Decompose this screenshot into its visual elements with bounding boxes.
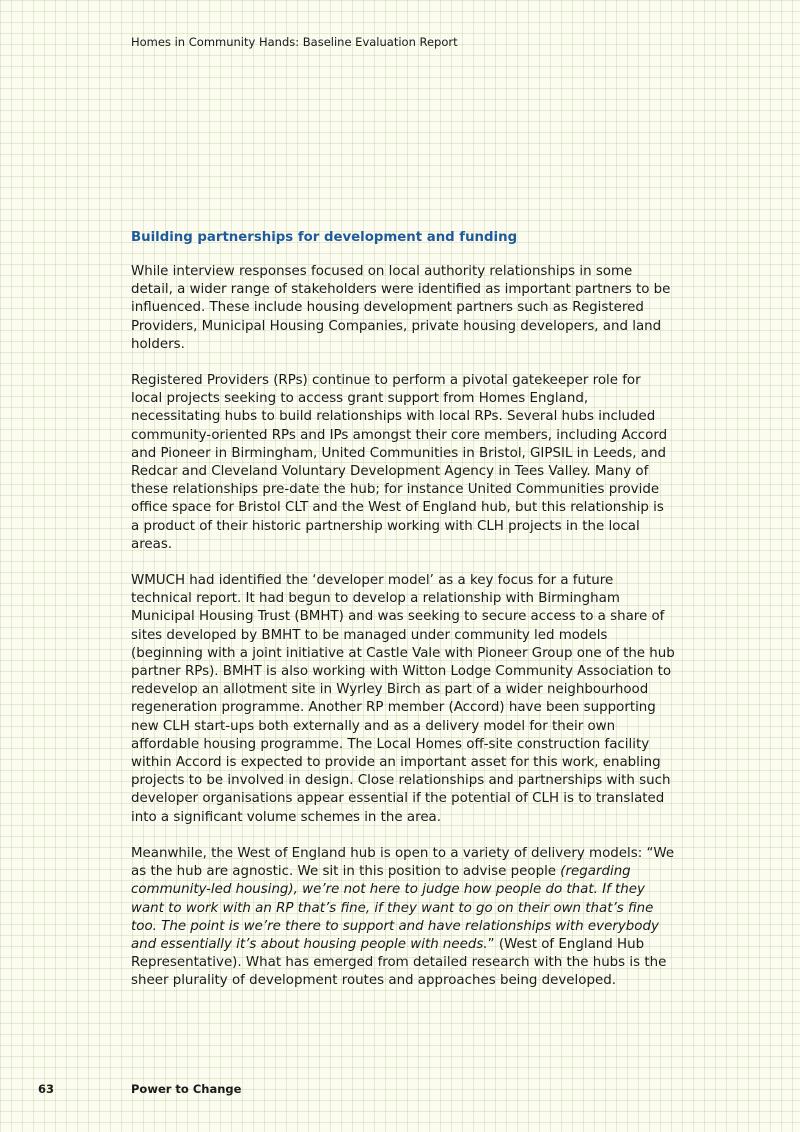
paragraph-2: Registered Providers (RPs) continue to perform a pivotal gatekeeper role for local projects seeking to access grant support from Homes England, necessitating hubs to build relationships with local RPs. Several hubs included community-oriented RPs and IPs amongst their core members, including Accord and Pioneer in Birmingham, United Communities in Bristol, GIPSIL in Leeds, and Redcar and Cleveland Voluntary Development Agency in Tees Valley. Many of these relationships pre-date the hub; for instance United Communities provide office space for Bristol CLT and the West of England hub, but this relationship is a product of their historic partnership working with CLH projects in the local areas. (131, 373, 668, 552)
page-number: 63 (38, 1082, 55, 1096)
paragraph-1: While interview responses focused on local authority relationships in some detail, a wider range of stakeholders were identified as important partners to be influenced. These include housing development partners such as Registered Providers, Municipal Housing Companies, private housing developers, and land holders. (131, 264, 671, 352)
paragraph-3: WMUCH had identified the ‘developer model’ as a key focus for a future technical report. It had begun to develop a relationship with Birmingham Municipal Housing Trust (BMHT) and was seeking to secure access to a share of sites developed by BMHT to be managed under community led models (beginning with a joint initiative at Castle Vale with Pioneer Group one of the hub partner RPs). BMHT is also working with Witton Lodge Community Association to redevelop an allotment site in Wyrley Birch as part of a wider neighbourhood regeneration programme. Another RP member (Accord) have been supporting new CLH start-ups both externally and as a delivery model for their own affordable housing programme. The Local Homes off-site construction facility within Accord is expected to provide an important asset for this work, enabling projects to be involved in design. Close relationships and partnerships with such developer organisations appear essential if the potential of CLH is to translated into a significant volume schemes in the area. (131, 573, 675, 825)
main-content (131, 229, 676, 1009)
running-header: Homes in Community Hands: Baseline Evaluation Report (131, 35, 458, 49)
paragraph-4-tail: ” (West of England Hub Representative). What has emerged from detailed research with the hubs is the sheer plurality of development routes and approaches being developed. (131, 936, 667, 989)
paragraph-4-quote: (regarding community-led housing), we’re not here to judge how people do that. If they want to work with an RP that’s fine, if they want to go on their own that’s fine too. The point is we’re there to support and have relationships with everybody and essentially it’s about housing people with needs. (131, 864, 659, 952)
section-heading: Building partnerships for development and funding (131, 230, 518, 245)
footer-organisation: Power to Change (131, 1082, 242, 1096)
paragraph-4-lead: Meanwhile, the West of England hub is open to a variety of delivery models: “We as the hub are agnostic. We sit in this position to advise people (131, 845, 675, 880)
paragraph-4 (131, 845, 676, 991)
